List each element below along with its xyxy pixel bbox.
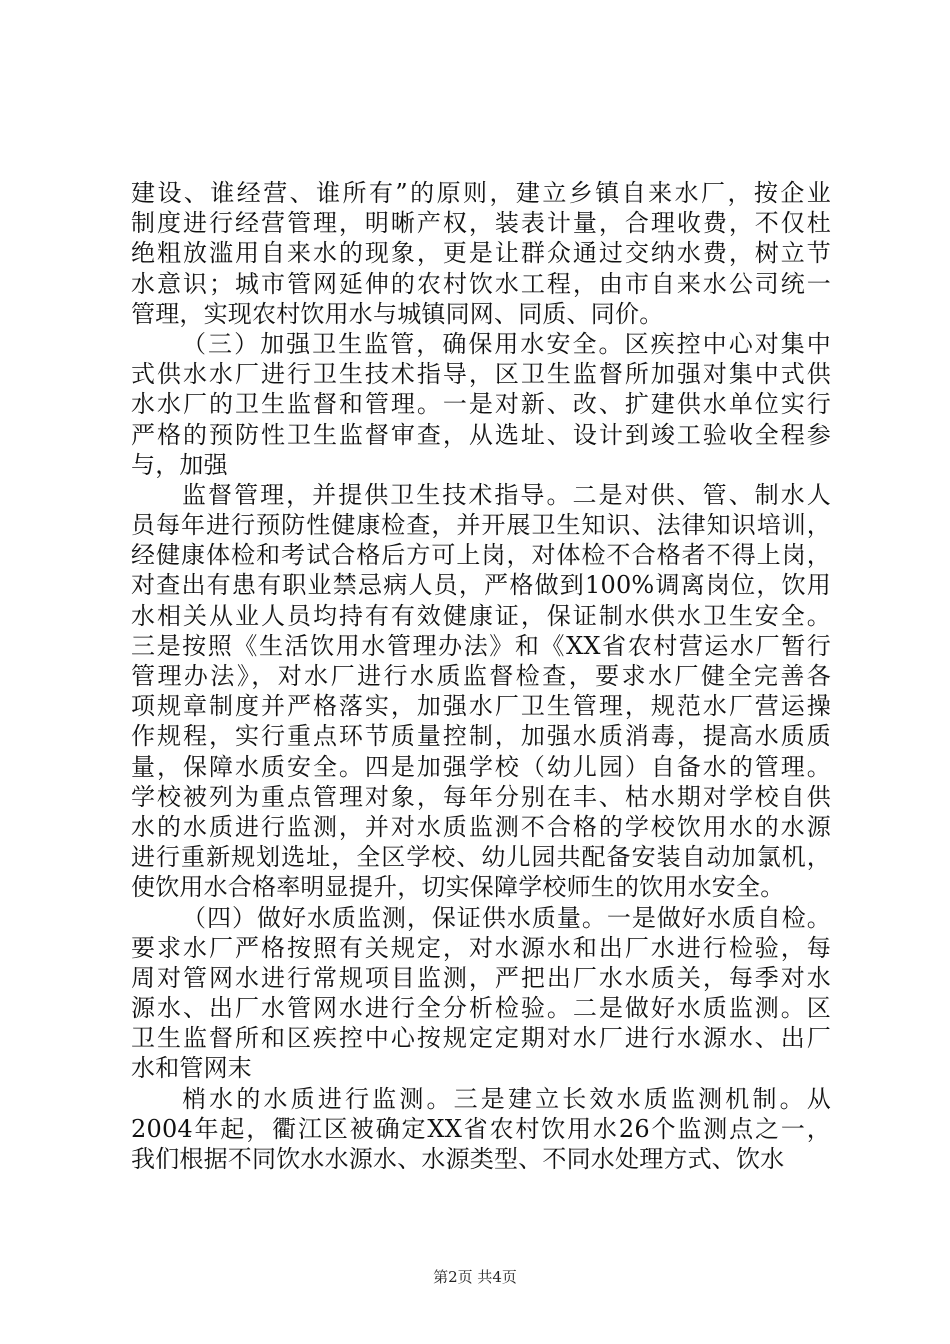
body-text [131,178,831,1174]
text-line: 制度进行经营管理，明晰产权，装表计量，合理收费，不仅杜 [131,209,831,238]
text-line: 经健康体检和考试合格后方可上岗，对体检不合格者不得上岗， [131,541,831,570]
text-line: 员每年进行预防性健康检查，并开展卫生知识、法律知识培训， [131,511,831,540]
paragraph-p5 [131,1084,831,1175]
text-line: （三）加强卫生监管，确保用水安全。区疾控中心对集中 [182,329,831,358]
text-line: 项规章制度并严格落实，加强水厂卫生管理，规范水厂营运操 [131,692,831,721]
text-line: 监督管理，并提供卫生技术指导。二是对供、管、制水人 [182,480,831,509]
text-line: （四）做好水质监测，保证供水质量。一是做好水质自检。 [182,903,831,932]
text-line: 式供水水厂进行卫生技术指导，区卫生监督所加强对集中式供 [131,360,831,389]
text-line: 管理，实现农村饮用水与城镇同网、同质、同价。 [131,299,664,328]
paragraph-p1 [131,178,831,329]
text-line: 水相关从业人员均持有有效健康证，保证制水供水卫生安全。 [131,601,831,630]
text-line: 水和管网末 [131,1054,252,1083]
text-line: 学校被列为重点管理对象，每年分别在丰、枯水期对学校自供 [131,782,831,811]
text-line: 水水厂的卫生监督和管理。一是对新、改、扩建供水单位实行 [131,390,831,419]
text-line: 对查出有患有职业禁忌病人员，严格做到100%调离岗位，饮用 [131,571,831,600]
text-line: 2004年起，衢江区被确定XX省农村饮用水26个监测点之一， [131,1114,831,1143]
text-line: 梢水的水质进行监测。三是建立长效水质监测机制。从 [182,1084,831,1113]
text-line: 源水、出厂水管网水进行全分析检验。二是做好水质监测。区 [131,994,831,1023]
text-line: 要求水厂严格按照有关规定，对水源水和出厂水进行检验，每 [131,933,831,962]
text-line: 三是按照《生活饮用水管理办法》和《XX省农村营运水厂暂行 [131,631,831,660]
text-line: 量，保障水质安全。四是加强学校（幼儿园）自备水的管理。 [131,752,831,781]
text-line: 水意识；城市管网延伸的农村饮水工程，由市自来水公司统一 [131,269,831,298]
text-line: 使饮用水合格率明显提升，切实保障学校师生的饮用水安全。 [131,873,785,902]
text-line: 周对管网水进行常规项目监测，严把出厂水水质关，每季对水 [131,963,831,992]
text-line: 建设、谁经营、谁所有”的原则，建立乡镇自来水厂，按企业 [131,179,831,207]
page-footer: 第2页 共4页 [433,1268,517,1286]
text-line: 进行重新规划选址，全区学校、幼儿园共配备安装自动加氯机， [131,843,831,872]
text-line: 水的水质进行监测，并对水质监测不合格的学校饮用水的水源 [131,812,831,841]
paragraph-p4 [131,903,831,1084]
text-line: 管理办法》，对水厂进行水质监督检查，要求水厂健全完善各 [131,662,831,690]
paragraph-p3 [131,480,831,903]
text-line: 我们根据不同饮水水源水、水源类型、不同水处理方式、饮水 [131,1145,785,1173]
text-line: 与，加强 [131,450,228,479]
paragraph-p2 [131,329,831,480]
text-line: 严格的预防性卫生监督审查，从选址、设计到竣工验收全程参 [131,420,831,449]
text-line: 作规程，实行重点环节质量控制，加强水质消毒，提高水质质 [131,722,831,751]
text-line: 绝粗放滥用自来水的现象，更是让群众通过交纳水费，树立节 [131,239,831,268]
text-line: 卫生监督所和区疾控中心按规定定期对水厂进行水源水、出厂 [131,1024,831,1053]
